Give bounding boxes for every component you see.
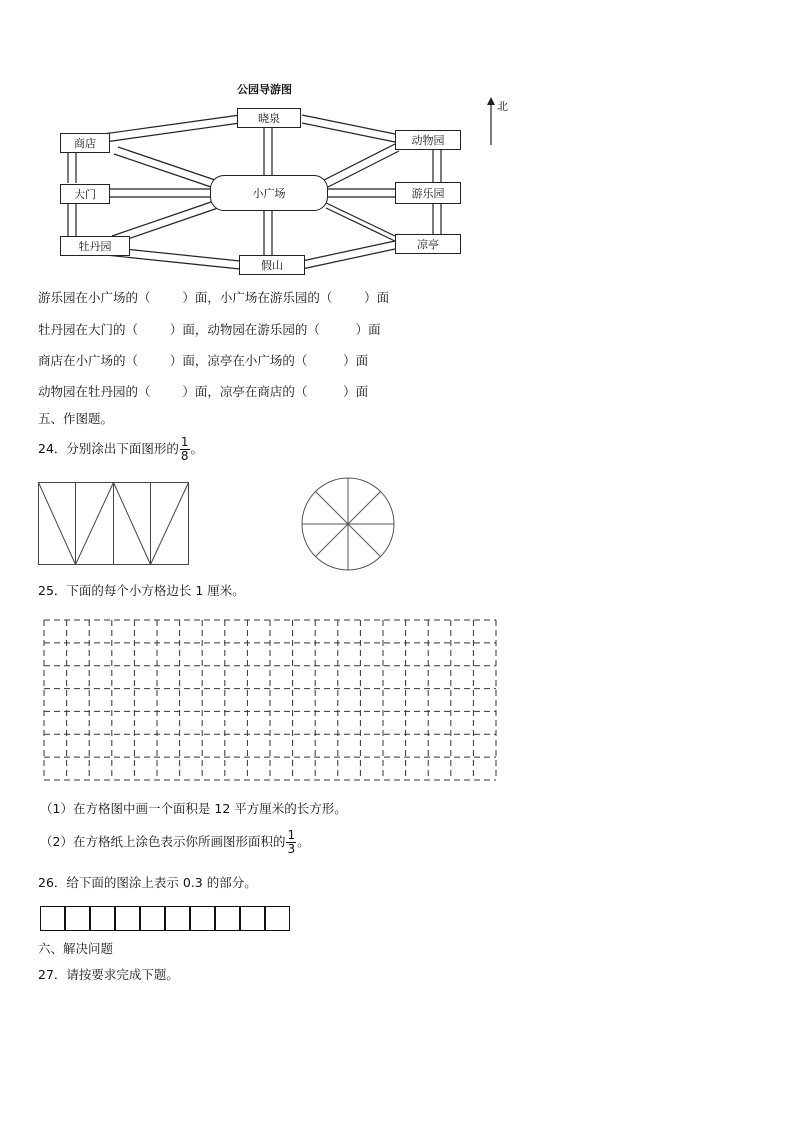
- question-25-part-1: （1）在方格图中画一个面积是 12 平方厘米的长方形。: [40, 801, 347, 816]
- strip-cell[interactable]: [190, 906, 215, 931]
- park-map: [40, 78, 520, 278]
- decimal-strip[interactable]: [40, 906, 290, 932]
- question-25-part-2: （2）在方格纸上涂色表示你所画图形面积的 $\frac{1}{3}$ 。: [40, 828, 310, 856]
- strip-cell[interactable]: [40, 906, 65, 931]
- map-title: 公园导游图: [237, 83, 292, 96]
- strip-cell[interactable]: [165, 906, 190, 931]
- question-line-3: 商店在小广场的（ ）面，凉亭在小广场的（ ）面: [38, 353, 369, 368]
- answer-blank[interactable]: [151, 290, 183, 305]
- dashed-square-grid[interactable]: [43, 619, 497, 781]
- map-place-damen: 大门: [60, 184, 110, 204]
- strip-cell[interactable]: [215, 906, 240, 931]
- question-24: 24．分别涂出下面图形的 $\frac{1}{8}$ 。: [38, 435, 204, 463]
- question-line-1: 游乐园在小广场的（ ）面，小广场在游乐园的（ ）面: [38, 290, 390, 305]
- map-place-liangting: 凉亭: [395, 234, 461, 254]
- strip-cell[interactable]: [90, 906, 115, 931]
- answer-blank[interactable]: [138, 322, 170, 337]
- map-place-mudanyuan: 牡丹园: [60, 236, 130, 256]
- answer-blank[interactable]: [307, 353, 343, 368]
- map-place-xiaoquan: 晓泉: [237, 108, 301, 128]
- strip-cell[interactable]: [140, 906, 165, 931]
- map-place-dongwuyuan: 动物园: [395, 130, 461, 150]
- strip-cell[interactable]: [115, 906, 140, 931]
- answer-blank[interactable]: [332, 290, 364, 305]
- question-26: 26．给下面的图涂上表示 0.3 的部分。: [38, 875, 257, 890]
- fraction-one-eighth: $\frac{1}{8}$: [180, 435, 189, 463]
- section-6-heading: 六、解决问题: [38, 941, 114, 956]
- eighth-circle-figure[interactable]: [300, 476, 396, 572]
- map-place-youleyuan: 游乐园: [395, 182, 461, 204]
- question-27: 27．请按要求完成下题。: [38, 967, 179, 982]
- strip-cell[interactable]: [240, 906, 265, 931]
- question-line-4: 动物园在牡丹园的（ ）面，凉亭在商店的（ ）面: [38, 384, 369, 399]
- map-place-shangdian: 商店: [60, 133, 110, 153]
- north-arrow-icon: [485, 97, 497, 147]
- map-place-jiashan: 假山: [239, 255, 305, 275]
- fraction-one-third: $\frac{1}{3}$: [287, 828, 296, 856]
- strip-cell[interactable]: [65, 906, 90, 931]
- answer-blank[interactable]: [307, 384, 343, 399]
- north-label: 北: [497, 100, 508, 113]
- answer-blank[interactable]: [151, 384, 183, 399]
- section-5-heading: 五、作图题。: [38, 411, 114, 426]
- strip-cell[interactable]: [265, 906, 290, 931]
- zigzag-rectangle-figure[interactable]: [38, 482, 190, 566]
- answer-blank[interactable]: [138, 353, 170, 368]
- answer-blank[interactable]: [320, 322, 356, 337]
- question-25: 25．下面的每个小方格边长 1 厘米。: [38, 583, 245, 598]
- map-place-xiaoguangchang: 小广场: [210, 175, 328, 211]
- question-line-2: 牡丹园在大门的（ ）面，动物园在游乐园的（ ）面: [38, 322, 381, 337]
